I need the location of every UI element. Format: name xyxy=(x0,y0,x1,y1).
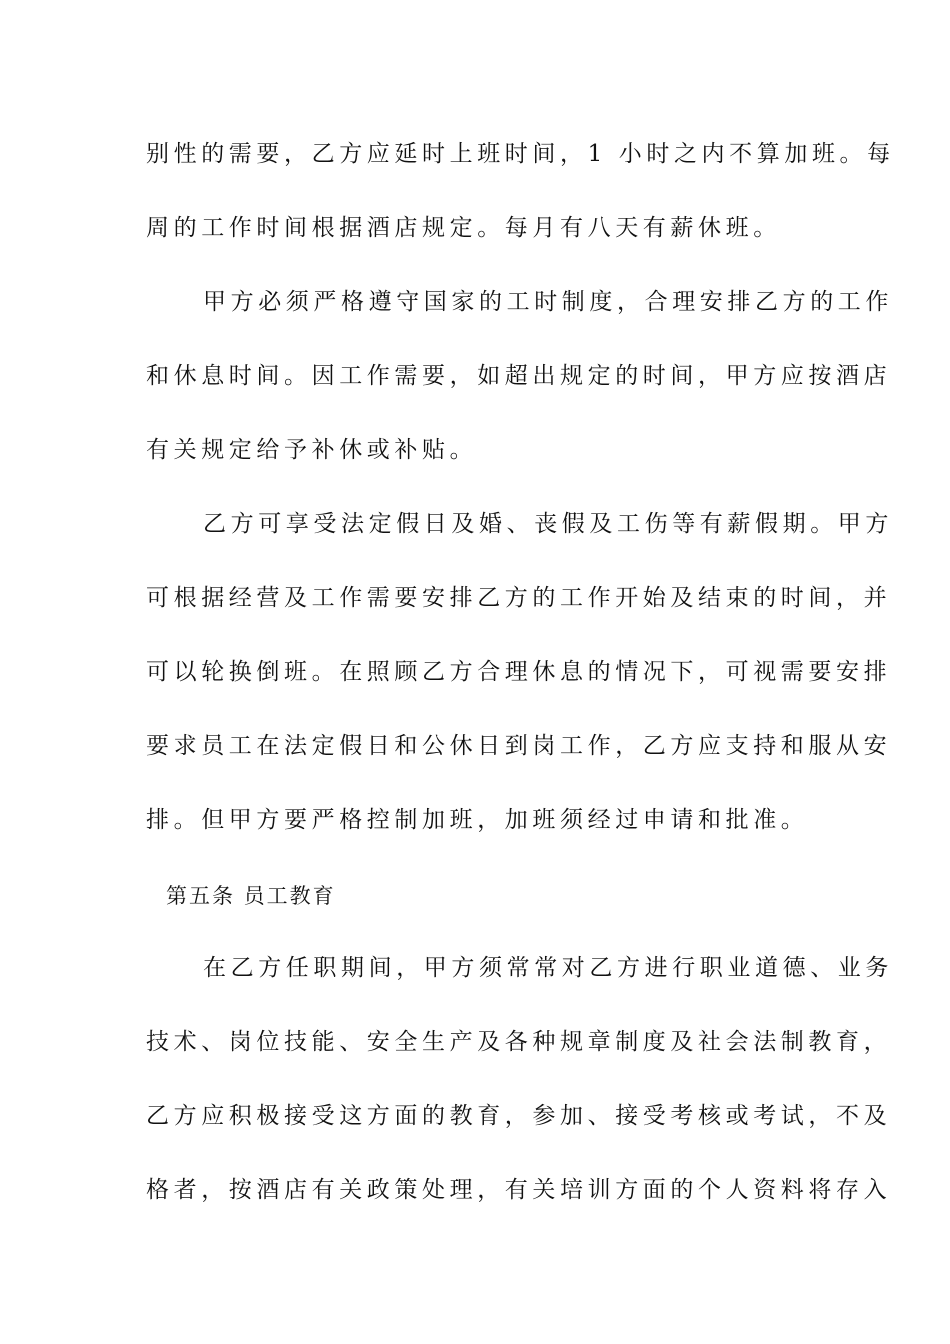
paragraph-line: 乙方可享受法定假日及婚、丧假及工伤等有薪假期。甲方 xyxy=(203,511,893,537)
paragraph-line: 和休息时间。因工作需要，如超出规定的时间，甲方应按酒店 xyxy=(146,363,892,389)
paragraph-line: 排。但甲方要严格控制加班，加班须经过申请和批准。 xyxy=(146,807,809,833)
paragraph-line: 周的工作时间根据酒店规定。每月有八天有薪休班。 xyxy=(146,215,781,241)
paragraph-line: 甲方必须严格遵守国家的工时制度，合理安排乙方的工作 xyxy=(203,289,893,315)
paragraph-line: 可根据经营及工作需要安排乙方的工作开始及结束的时间，并 xyxy=(146,585,892,611)
paragraph-line: 可以轮换倒班。在照顾乙方合理休息的情况下，可视需要安排 xyxy=(146,659,892,685)
paragraph-line: 在乙方任职期间，甲方须常常对乙方进行职业道德、业务 xyxy=(203,955,893,981)
paragraph-line: 别性的需要，乙方应延时上班时间，1 小时之内不算加班。每 xyxy=(146,141,895,167)
paragraph-line: 有关规定给予补休或补贴。 xyxy=(146,437,478,463)
section-heading: 第五条 员工教育 xyxy=(166,884,336,908)
paragraph-line: 格者，按酒店有关政策处理，有关培训方面的个人资料将存入 xyxy=(146,1177,892,1203)
paragraph-line: 要求员工在法定假日和公休日到岗工作，乙方应支持和服从安 xyxy=(146,733,892,759)
paragraph-line: 技术、岗位技能、安全生产及各种规章制度及社会法制教育， xyxy=(146,1029,892,1055)
paragraph-line: 乙方应积极接受这方面的教育，参加、接受考核或考试，不及 xyxy=(146,1103,892,1129)
